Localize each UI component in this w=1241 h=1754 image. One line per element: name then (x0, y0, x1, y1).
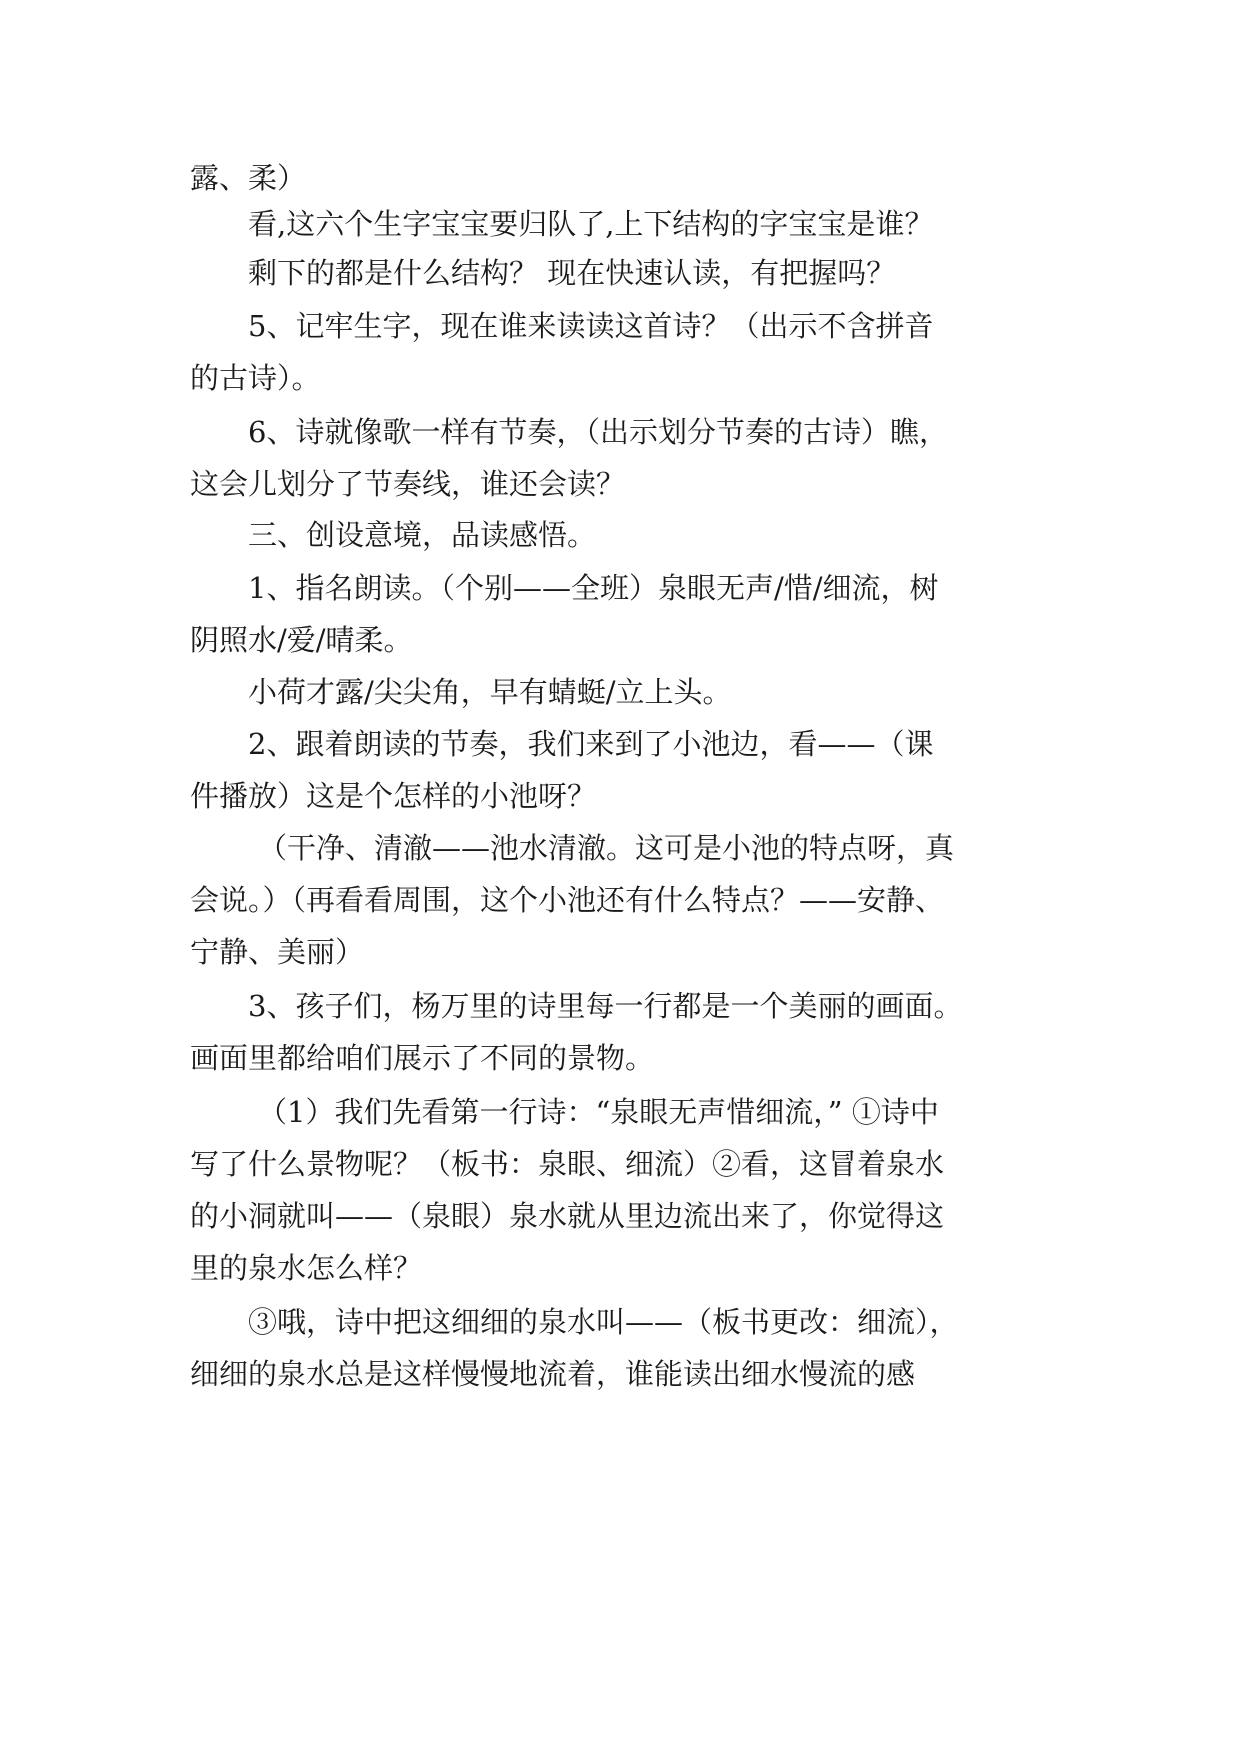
text-line: 会说。）（再看看周围，这个小池还有什么特点？——安静、 (190, 883, 945, 917)
text-line: 露、柔） (190, 161, 307, 195)
section-heading: 三、创设意境，品读感悟。 (248, 518, 597, 552)
text-line: （干净、清澈——池水清澈。这可是小池的特点呀，真 (258, 831, 955, 865)
text-line: 3、孩子们，杨万里的诗里每一行都是一个美丽的画面。 (248, 989, 963, 1023)
text-line: 6、诗就像歌一样有节奏，（出示划分节奏的古诗）瞧， (248, 415, 948, 449)
text-line: 2、跟着朗读的节奏，我们来到了小池边，看——（课 (248, 727, 934, 761)
text-line: 剩下的都是什么结构？ 现在快速认读，有把握吗？ (248, 256, 896, 290)
text-line: 画面里都给咱们展示了不同的景物。 (190, 1041, 655, 1075)
text-line: 的小洞就叫——（泉眼）泉水就从里边流出来了，你觉得这 (190, 1199, 945, 1233)
text-line: 阴照水/爱/晴柔。 (190, 623, 413, 657)
text-line: 件播放）这是个怎样的小池呀？ (190, 779, 597, 813)
text-line: 小荷才露/尖尖角，早有蜻蜓/立上头。 (248, 675, 732, 709)
text-line: ③哦，诗中把这细细的泉水叫——（板书更改：细流）， (248, 1305, 959, 1339)
text-line: 里的泉水怎么样？ (190, 1251, 423, 1285)
text-line: 看,这六个生字宝宝要归队了,上下结构的字宝宝是谁？ (248, 207, 934, 241)
text-line: 宁静、美丽） (190, 935, 365, 969)
text-line: 这会儿划分了节奏线，谁还会读？ (190, 467, 626, 501)
text-line: 5、记牢生字，现在谁来读读这首诗？（出示不含拼音 (248, 309, 934, 343)
text-line: 写了什么景物呢？（板书：泉眼、细流）②看，这冒着泉水 (190, 1147, 945, 1181)
text-line: （1）我们先看第一行诗：“泉眼无声惜细流，” ①诗中 (258, 1095, 939, 1129)
text-line: 的古诗）。 (190, 361, 321, 395)
text-line: 1、指名朗读。（个别——全班）泉眼无声/惜/细流，树 (248, 571, 939, 605)
text-line: 细细的泉水总是这样慢慢地流着，谁能读出细水慢流的感 (190, 1357, 916, 1391)
